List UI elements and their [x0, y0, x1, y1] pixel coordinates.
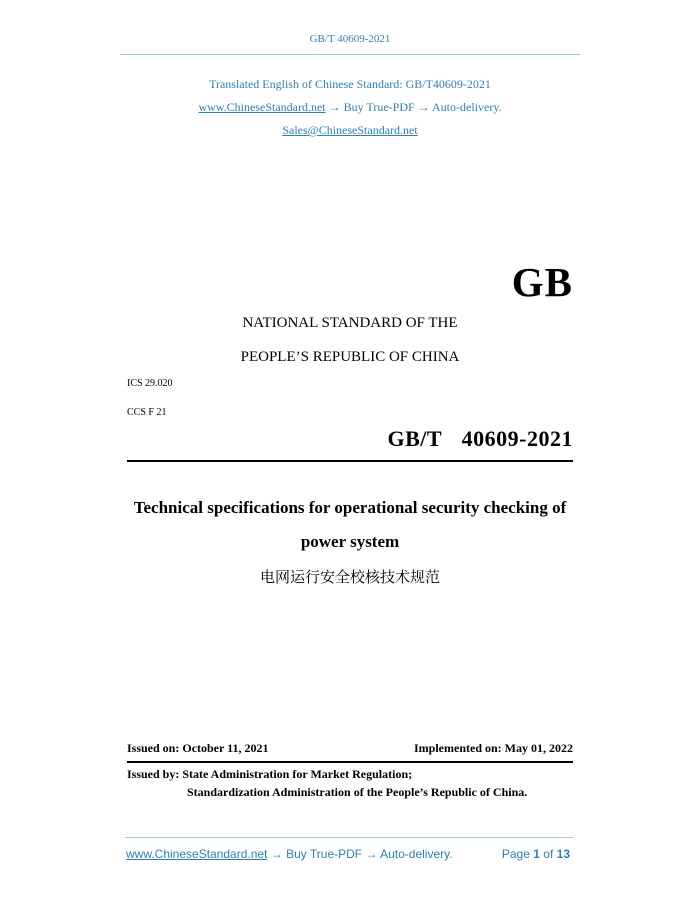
page-total: 13	[556, 847, 570, 861]
issued-on-date: Issued on: October 11, 2021	[127, 741, 269, 755]
chinese-title: 电网运行安全校核技术规范	[259, 568, 440, 586]
footer-divider	[125, 837, 573, 838]
page-current: 1	[533, 847, 540, 861]
standard-number: GB/T 40609-2021	[387, 426, 573, 451]
national-standard-line-2: PEOPLE’S REPUBLIC OF CHINA	[240, 349, 460, 365]
footer-promo-text: → Buy True-PDF → Auto-delivery.	[267, 847, 453, 861]
footer-promo	[126, 847, 453, 861]
promo-text: → Buy True-PDF → Auto-delivery.	[325, 100, 502, 114]
national-standard-line-1: NATIONAL STANDARD OF THE	[242, 315, 458, 331]
ccs-code: CCS F 21	[127, 407, 167, 418]
header-divider	[120, 54, 580, 55]
footer-site-link[interactable]: www.ChineseStandard.net	[126, 847, 268, 861]
issued-by-line-2: Standardization Administration of the People’s Republic of China.	[187, 785, 528, 799]
page-of: of	[543, 847, 554, 861]
implemented-on-date: Implemented on: May 01, 2022	[414, 741, 573, 755]
running-header: GB/T 40609-2021	[309, 33, 391, 45]
ics-code: ICS 29.020	[127, 378, 173, 389]
email-link[interactable]: Sales@ChineseStandard.net	[282, 123, 418, 137]
document-title-line-2: power system	[300, 532, 400, 551]
page-label: Page	[501, 847, 530, 861]
gb-logo: GB	[511, 259, 573, 305]
issued-by-line-1: Issued by: State Administration for Market Regulation;	[127, 767, 413, 781]
issuance-rule	[127, 761, 573, 763]
document-title-line-1: Technical specifications for operational security checking of	[133, 498, 567, 517]
site-link[interactable]: www.ChineseStandard.net	[198, 100, 326, 114]
email-line	[0, 123, 700, 138]
promo-line	[0, 100, 700, 115]
translation-notice: Translated English of Chinese Standard: GB/T40609-2021	[209, 77, 491, 91]
standard-number-rule	[127, 460, 573, 462]
page-indicator	[502, 847, 570, 861]
